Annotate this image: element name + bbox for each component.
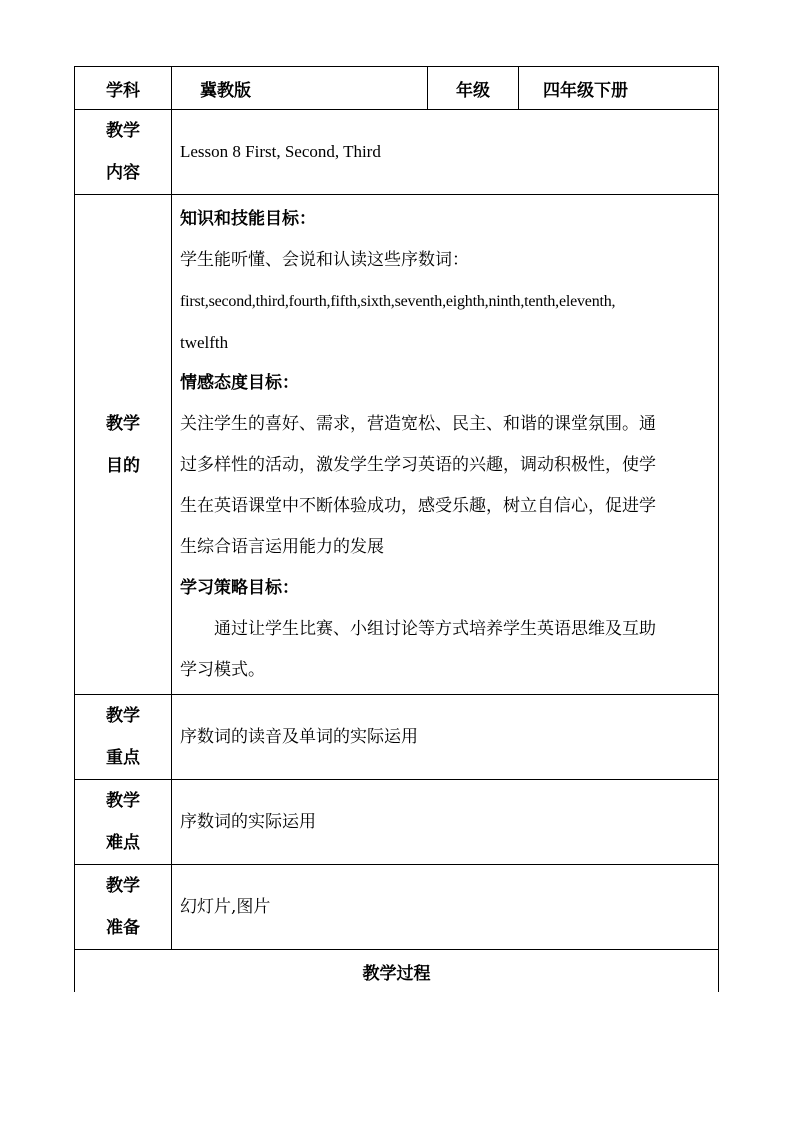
key-points-row: [75, 695, 719, 780]
objectives-label-line1: 教学: [106, 413, 140, 434]
content-label: [75, 110, 172, 195]
objectives-label: [75, 195, 172, 695]
preparation-label-line1: 教学: [106, 876, 140, 896]
preparation-label-line2: 准备: [106, 918, 140, 938]
subject-label: 学科: [75, 67, 172, 110]
knowledge-heading: 知识和技能目标：: [180, 208, 316, 229]
header-row: [75, 67, 719, 110]
difficulties-label-line1: 教学: [106, 791, 140, 811]
content-value: Lesson 8 First, Second, Third: [180, 142, 381, 161]
knowledge-line-1: 学生能听懂、会说和认读这些序数词：: [180, 249, 469, 270]
content-label-line2: 内容: [106, 163, 140, 183]
grade-label: 年级: [428, 67, 519, 110]
emotion-heading: 情感态度目标：: [180, 372, 299, 393]
key-points-label: [75, 695, 172, 780]
grade-value: 四年级下册: [519, 67, 719, 110]
content-row: [75, 110, 719, 195]
objectives-label-line2: 目的: [106, 455, 140, 476]
preparation-label: [75, 865, 172, 950]
knowledge-line-3: twelfth: [180, 332, 229, 352]
key-points-label-line1: 教学: [106, 706, 140, 726]
objectives-row: [75, 195, 719, 695]
emotion-line-2: 过多样性的活动，激发学生学习英语的兴趣，调动积极性，使学: [180, 454, 656, 475]
content-label-line1: 教学: [106, 121, 140, 141]
difficulties-label-line2: 难点: [106, 833, 140, 853]
objectives-content: [172, 195, 719, 695]
lesson-plan-table: [74, 66, 719, 992]
emotion-line-3: 生在英语课堂中不断体验成功，感受乐趣，树立自信心，促进学: [180, 495, 656, 516]
emotion-line-4: 生综合语言运用能力的发展: [180, 536, 384, 557]
difficulties-label: [75, 780, 172, 865]
process-title: 教学过程: [75, 950, 719, 993]
strategy-heading: 学习策略目标：: [180, 577, 299, 598]
key-points-value: 序数词的读音及单词的实际运用: [172, 695, 719, 780]
subject-value: 冀教版: [172, 67, 428, 110]
strategy-line-2: 学习模式。: [180, 659, 265, 680]
knowledge-line-2: first,second,third,fourth,fifth,sixth,seventh,eighth,ninth,tenth,eleventh,: [180, 292, 616, 310]
difficulties-row: [75, 780, 719, 865]
emotion-line-1: 关注学生的喜好、需求，营造宽松、民主、和谐的课堂氛围。通: [180, 413, 656, 434]
difficulties-value: 序数词的实际运用: [172, 780, 719, 865]
strategy-line-1: 通过让学生比赛、小组讨论等方式培养学生英语思维及互助: [214, 618, 656, 639]
content-value-cell: [172, 110, 719, 195]
preparation-value: 幻灯片,图片: [172, 865, 719, 950]
key-points-label-line2: 重点: [106, 748, 140, 768]
preparation-row: [75, 865, 719, 950]
process-row: [75, 950, 719, 993]
